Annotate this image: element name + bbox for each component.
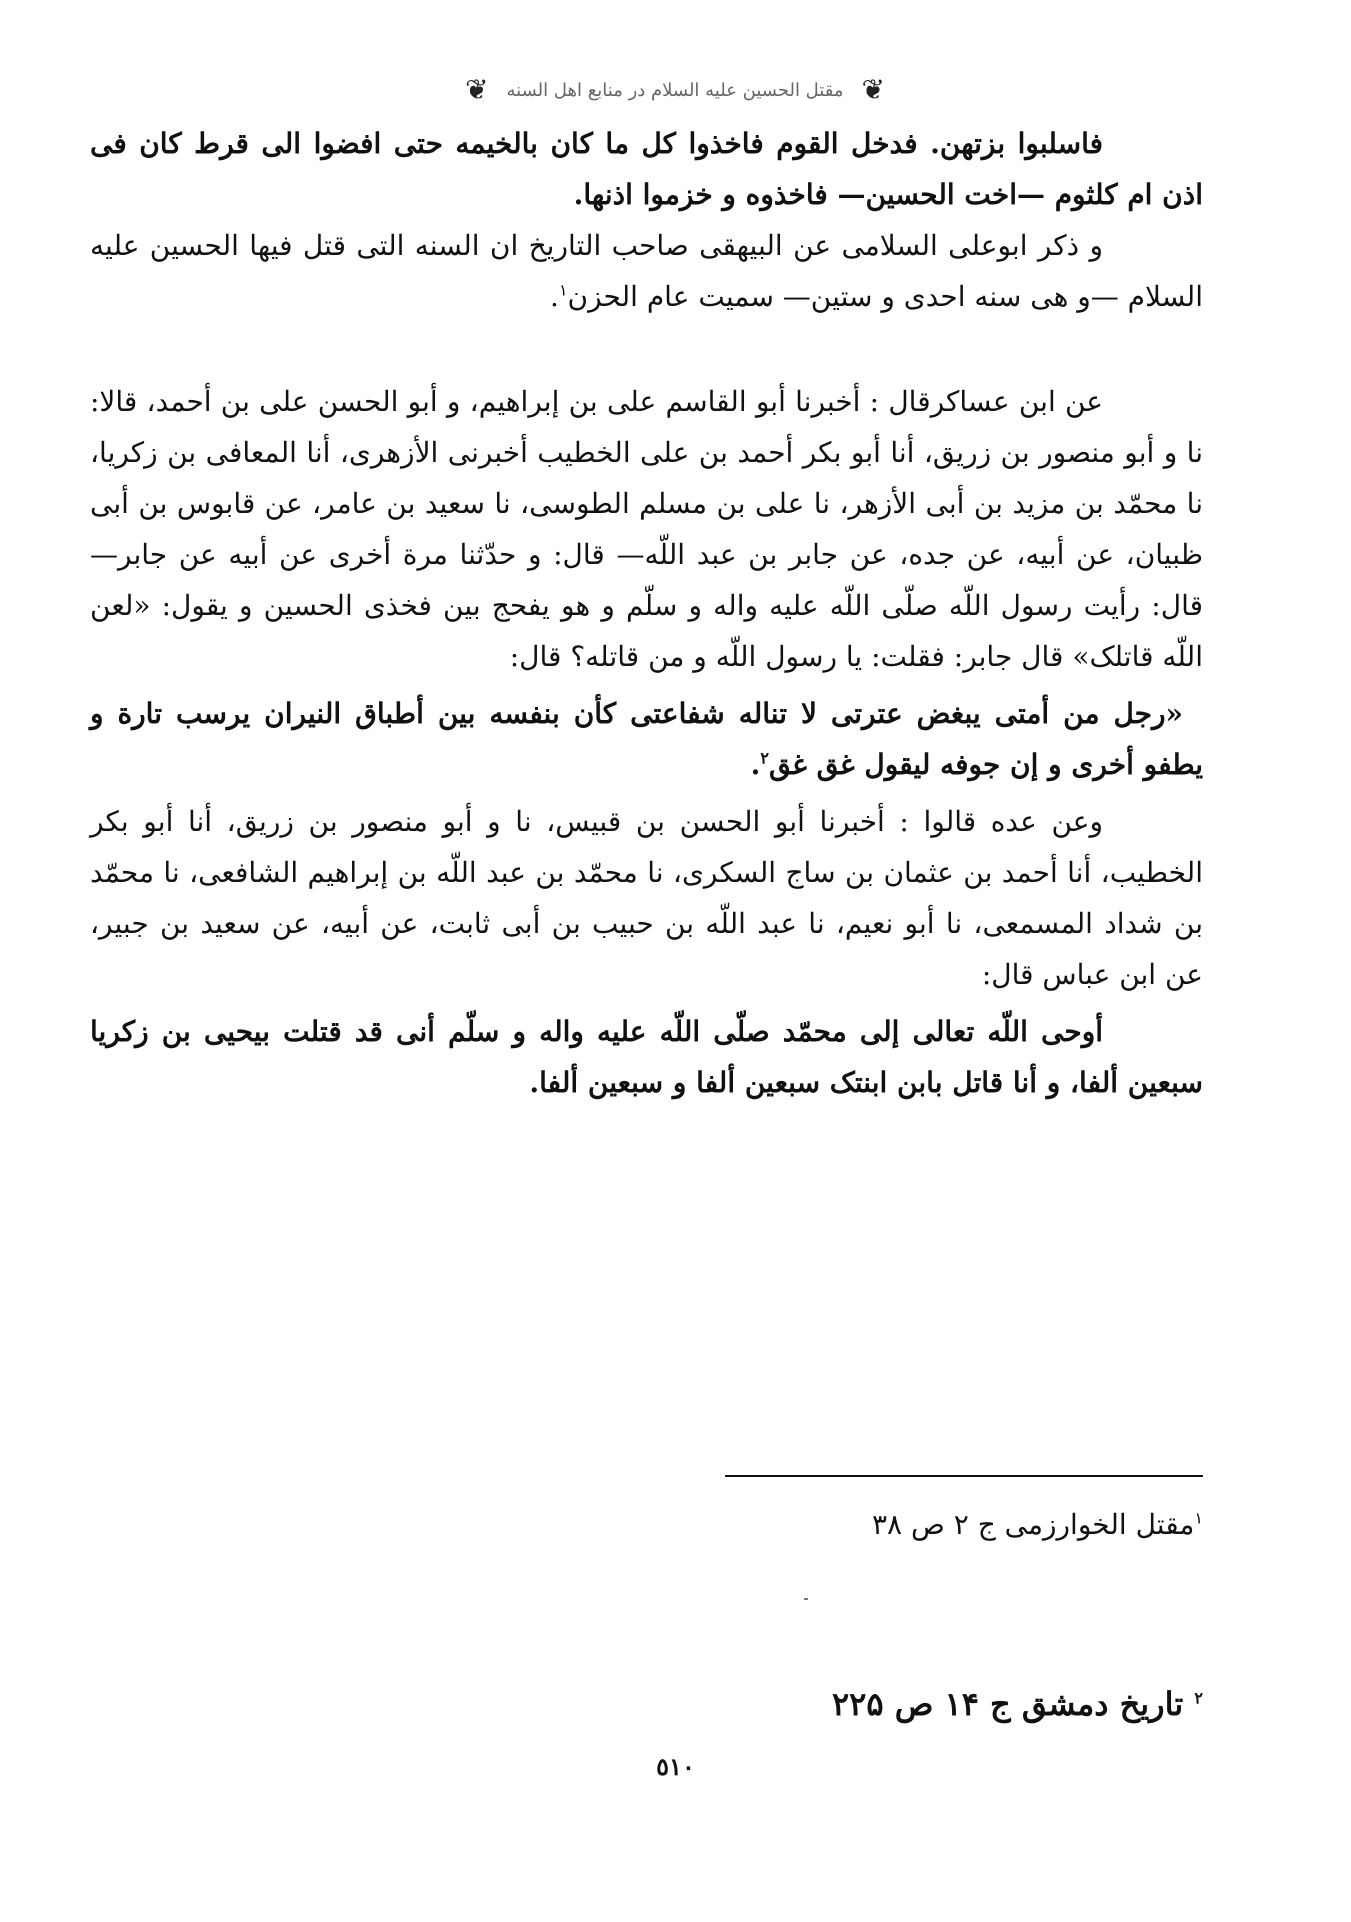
paragraph-6: أوحى اللّه تعالى إلى محمّد صلّى اللّه عليه واله و سلّم أنى قد قتلت بيحيى بن زكريا سبعين ألفا، و أنا قاتل بابن ابنتک سبعين ألفا و سبعين ألفا. <box>90 1015 1203 1099</box>
paragraph-3: عن ابن عساكرقال : أخبرنا أبو القاسم على بن إبراهيم، و أبو الحسن على بن أحمد، قالا: نا و أبو منصور بن زريق، أنا أبو بكر أحمد بن على الخطيب أخبرنى الأزهرى، أنا المعافى بن زكريا، نا محمّد بن مزيد بن أبى الأزهر، نا على بن مسلم الطوسى، نا سعيد بن عامر، عن قابوس بن أبى ظبيان، عن أبيه، عن جده، عن جابر بن عبد اللّه— قال: و حدّثنا مرة أخرى عن أبيه عن جابر— قال: رأيت رسول اللّه صلّى اللّه عليه واله و سلّم و هو يفحج بين فخذى الحسين و يقول: «لعن اللّه قاتلک» قال جابر: فقلت: يا رسول اللّه و من قاتله؟ قال: <box>90 385 1203 673</box>
scan-speck <box>804 1598 808 1600</box>
paragraph-2: و ذكر ابوعلى السلامى عن البيهقى صاحب التاريخ ان السنه التى قتل فيها الحسين عليه السلام —و هى سنه احدى و ستين— سميت عام الحزن$^١$. <box>90 229 1203 313</box>
body-text <box>90 118 1203 1108</box>
footnote-divider <box>725 1475 1203 1477</box>
paragraph-1: فاسلبوا بزتهن. فدخل القوم فاخذوا كل ما كان بالخيمه حتى افضوا الى قرط كان فى اذن ام كلثوم —اخت الحسين— فاخذوه و خزموا اذنها. <box>90 127 1203 211</box>
paragraph-4-text: «رجل من أمتى يبغض عترتى لا تناله شفاعتى كأن بنفسه بين أطباق النيران يرسب تارة و يطفو أخرى و إن جوفه ليقول غق غق <box>90 697 1203 781</box>
paragraph-2-text: و ذكر ابوعلى السلامى عن البيهقى صاحب التاريخ ان السنه التى قتل فيها الحسين عليه السلام —و هى سنه احدى و ستين— سميت عام الحزن <box>90 229 1203 313</box>
footnote-1-number: ١ <box>1194 1508 1203 1528</box>
ornament-left-icon: ❦ <box>465 73 489 106</box>
footnote-1 <box>872 1508 1203 1541</box>
paragraph-4-quote: «رجل من أمتى يبغض عترتى لا تناله شفاعتى كأن بنفسه بين أطباق النيران يرسب تارة و يطفو أخرى و إن جوفه ليقول غق غق$^٢$. <box>90 697 1203 781</box>
footnote-2-text: تاريخ دمشق ج ١۴ ص ٢٢۵ <box>831 1685 1184 1723</box>
footnote-1-text: مقتل الخوارزمى ج ٢ ص ٣٨ <box>872 1508 1195 1541</box>
running-title: مقتل الحسين عليه السلام در منابع اهل السنه <box>506 79 844 101</box>
running-header <box>450 70 900 110</box>
footnote-2 <box>832 1685 1203 1723</box>
footnote-ref-1: ١ <box>558 280 568 300</box>
footnote-2-number: ٢ <box>1194 1688 1203 1708</box>
page-number: ٥١٠ <box>656 1752 695 1781</box>
paragraph-5: وعن عده قالوا : أخبرنا أبو الحسن بن قبيس، نا و أبو منصور بن زريق، أنا أبو بكر الخطيب، أنا أحمد بن عثمان بن ساج السكرى، نا محمّد بن عبد اللّه بن إبراهيم الشافعى، نا محمّد بن شداد المسمعى، نا أبو نعيم، نا عبد اللّه بن حبيب بن أبى ثابت، عن أبيه، عن سعيد بن جبير، عن ابن عباس قال: <box>90 805 1203 991</box>
ornament-right-icon: ❦ <box>861 73 885 106</box>
footnote-ref-2: ٢ <box>760 748 769 768</box>
